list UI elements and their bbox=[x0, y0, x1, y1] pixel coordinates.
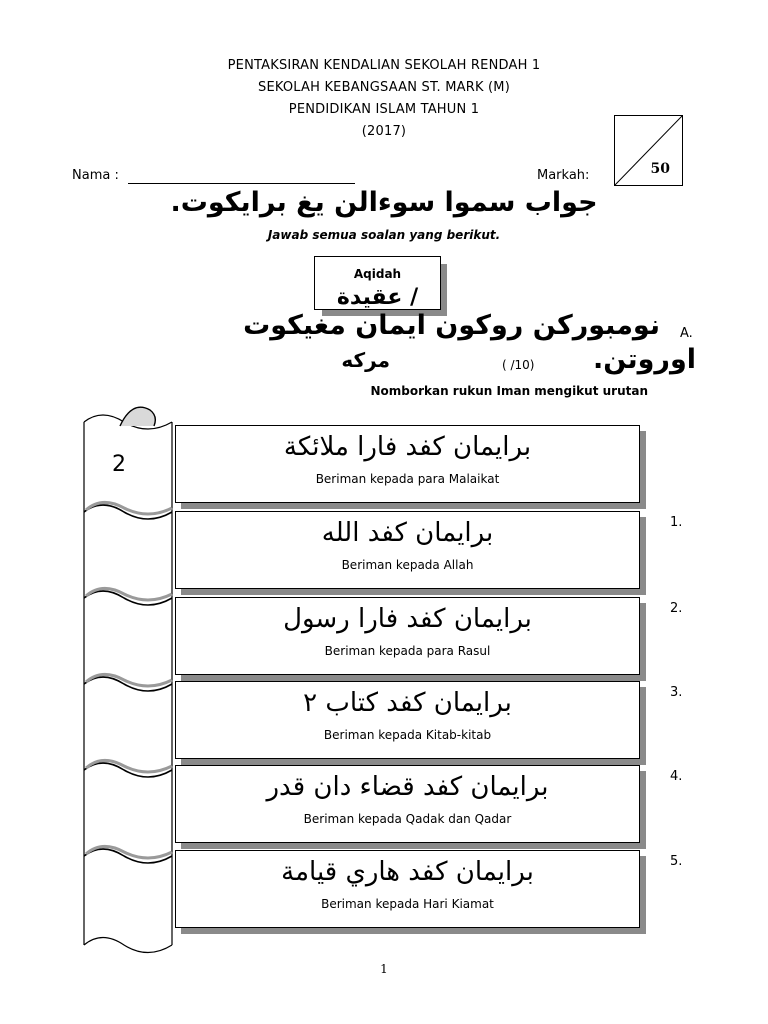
question-rumi: Nomborkan rukun Iman mengikut urutan bbox=[370, 384, 648, 398]
list-item-number: 1. bbox=[670, 515, 683, 530]
list-item-arabic: برايمان كفد فارا ملائكة bbox=[283, 432, 532, 462]
list-item-rumi: Beriman kepada Qadak dan Qadar bbox=[303, 812, 512, 826]
marks-label: Markah: bbox=[537, 168, 590, 183]
page-number: 1 bbox=[380, 962, 388, 976]
list-item-number: 2. bbox=[670, 601, 683, 616]
question-marks: ( /10) bbox=[502, 358, 535, 372]
topic-box bbox=[314, 256, 441, 310]
answer-example: 2 bbox=[112, 452, 126, 477]
question-marks-arabic: مركه bbox=[341, 348, 390, 372]
list-item-rumi: Beriman kepada Hari Kiamat bbox=[321, 897, 494, 911]
question-arabic-line2: اوروتن. bbox=[592, 344, 696, 375]
list-item-arabic: برايمان كفد هاري قيامة bbox=[281, 857, 534, 887]
list-item-rumi: Beriman kepada Kitab-kitab bbox=[323, 728, 492, 742]
topic-arabic: / عقيدة bbox=[336, 285, 419, 310]
list-item-arabic: برايمان كفد قضاء دان قدر bbox=[266, 772, 549, 802]
list-item-arabic: برايمان كفد فارا رسول bbox=[283, 604, 532, 634]
header-school-assessment: PENTAKSIRAN KENDALIAN SEKOLAH RENDAH 1 bbox=[227, 58, 541, 73]
instruction-rumi: Jawab semua soalan yang berikut. bbox=[267, 228, 501, 242]
list-item-number: 4. bbox=[670, 769, 683, 784]
header-school-name: SEKOLAH KEBANGSAAN ST. MARK (M) bbox=[258, 80, 510, 95]
list-item bbox=[175, 597, 640, 675]
marks-box bbox=[614, 115, 683, 186]
list-item-number: 5. bbox=[670, 854, 683, 869]
list-item-rumi: Beriman kepada para Malaikat bbox=[315, 472, 500, 486]
name-field[interactable] bbox=[128, 183, 355, 184]
topic-rumi: Aqidah bbox=[353, 267, 402, 281]
marks-total: 50 bbox=[650, 161, 670, 177]
header-subject: PENDIDIKAN ISLAM TAHUN 1 bbox=[288, 102, 480, 117]
list-item-arabic: برايمان كفد الله bbox=[321, 518, 494, 548]
list-item-rumi: Beriman kepada para Rasul bbox=[324, 644, 491, 658]
question-arabic-line1: نومبوركن روكون ايمان مغيكوت bbox=[243, 310, 660, 341]
marks-diagonal bbox=[615, 116, 682, 185]
scroll-banner-icon bbox=[72, 400, 182, 960]
list-item-arabic: برايمان كفد كتاب ٢ bbox=[303, 688, 512, 718]
list-item bbox=[175, 425, 640, 503]
header-year: (2017) bbox=[361, 124, 407, 139]
list-item bbox=[175, 511, 640, 589]
name-label: Nama : bbox=[72, 168, 119, 183]
list-item-rumi: Beriman kepada Allah bbox=[341, 558, 474, 572]
question-letter: A. bbox=[680, 326, 693, 341]
instruction-arabic: جواب سموا سوءالن يغ برايكوت. bbox=[170, 187, 598, 218]
list-item bbox=[175, 850, 640, 928]
list-item bbox=[175, 681, 640, 759]
list-item bbox=[175, 765, 640, 843]
list-item-number: 3. bbox=[670, 685, 683, 700]
